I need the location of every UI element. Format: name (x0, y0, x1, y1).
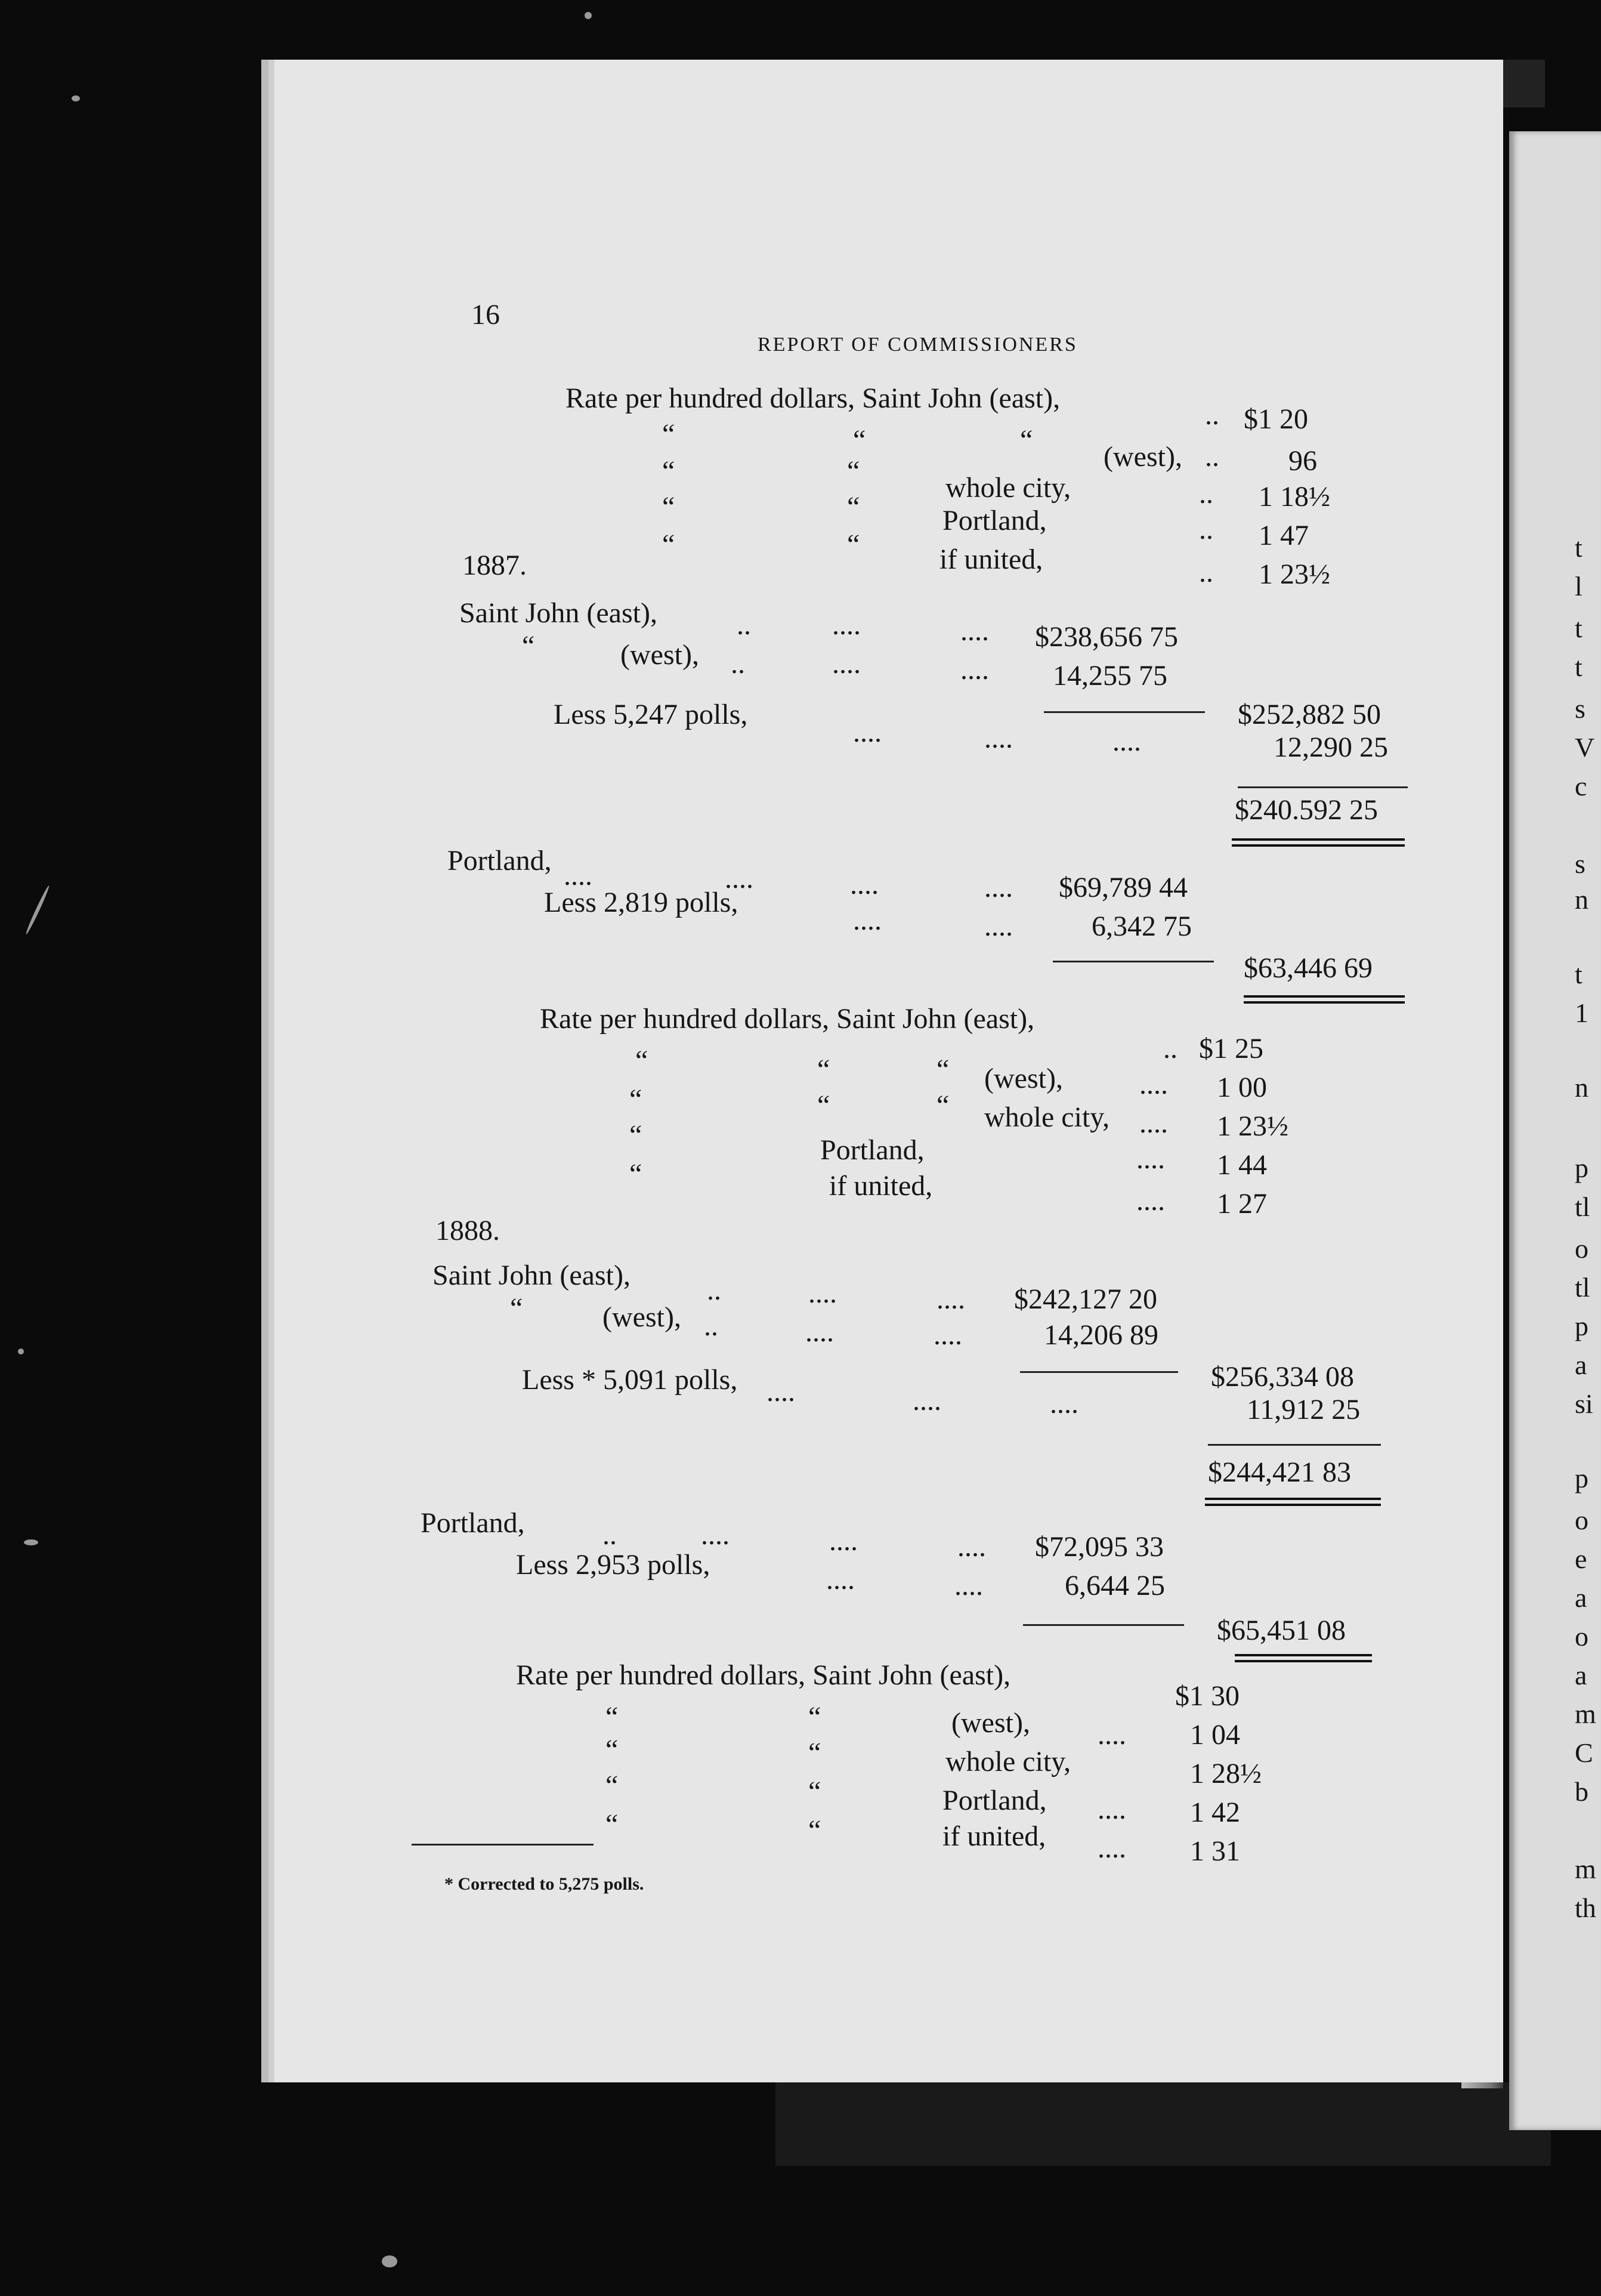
rate-dots: .... (1136, 1185, 1165, 1217)
sum-rule (1044, 711, 1205, 713)
page-edge (262, 119, 272, 1999)
rate-label: (west), (984, 1063, 1063, 1094)
facing-page-fragment: s (1575, 848, 1585, 879)
rate-dots: .... (1139, 1107, 1168, 1139)
leader-dots: .. (704, 1310, 718, 1342)
scan-speck (72, 95, 80, 101)
facing-page-fragment: t (1575, 613, 1583, 643)
rate-label: Rate per hundred dollars, Saint John (east), (516, 1659, 1011, 1691)
rate-value: 1 47 (1259, 520, 1309, 551)
ditto-mark: “ (629, 1119, 642, 1151)
rate-value: 1 44 (1217, 1149, 1267, 1181)
item-label: Portland, (421, 1507, 525, 1539)
ditto-mark: “ (522, 630, 535, 662)
ditto-mark: “ (605, 1770, 619, 1801)
sum-rule (1238, 786, 1408, 788)
rate-dots: .. (1205, 399, 1219, 431)
leader-dots: .... (829, 1525, 858, 1557)
ditto-mark: “ (629, 1158, 642, 1190)
ditto-mark: “ (808, 1737, 821, 1769)
ditto-mark: “ (662, 418, 675, 450)
amount: $72,095 33 (1035, 1531, 1164, 1563)
total-double-rule (1235, 1654, 1372, 1662)
facing-page-fragment: c (1575, 771, 1587, 801)
leader-dots: .... (984, 872, 1013, 903)
ditto-mark: “ (808, 1701, 821, 1733)
ditto-mark: “ (662, 529, 675, 560)
item-label: Less 2,819 polls, (544, 887, 738, 918)
rate-value: $1 25 (1199, 1033, 1263, 1064)
scan-speck (382, 2255, 397, 2267)
year-heading: 1888. (435, 1215, 500, 1246)
ditto-mark: “ (937, 1090, 950, 1121)
item-label: (west), (620, 639, 699, 671)
item-label: (west), (602, 1301, 681, 1333)
facing-page-fragment: t (1575, 959, 1583, 989)
facing-page-fragment: p (1575, 1153, 1588, 1183)
facing-page-fragment: si (1575, 1388, 1593, 1419)
item-label: Saint John (east), (432, 1260, 630, 1291)
facing-page-fragment: o (1575, 1233, 1588, 1264)
rate-label: Rate per hundred dollars, Saint John (east), (540, 1003, 1035, 1035)
scan-speck (24, 885, 50, 935)
scan-background-band (775, 2082, 1551, 2166)
rate-label: (west), (951, 1707, 1030, 1739)
rate-label: whole city, (945, 1746, 1071, 1777)
facing-page-fragment: n (1575, 1072, 1588, 1103)
leader-dots: .... (853, 905, 882, 936)
rate-dots: .. (1199, 557, 1213, 588)
leader-dots: .... (832, 648, 861, 680)
total-double-rule (1205, 1498, 1381, 1506)
rate-value: 1 00 (1217, 1072, 1267, 1103)
sum-rule (1208, 1444, 1381, 1446)
rate-dots: .... (1136, 1143, 1165, 1175)
leader-dots: .... (1112, 726, 1141, 757)
leader-dots: .. (602, 1519, 617, 1551)
total-amount: $240.592 25 (1235, 794, 1378, 826)
ditto-mark: “ (817, 1054, 830, 1085)
item-label: Less * 5,091 polls, (522, 1364, 738, 1396)
item-label: Portland, (447, 845, 552, 877)
facing-page-fragment: m (1575, 1854, 1596, 1884)
rate-label: whole city, (984, 1101, 1110, 1133)
rate-label: whole city, (945, 472, 1071, 504)
amount: 6,644 25 (1065, 1570, 1165, 1601)
rate-dots: .... (1098, 1794, 1126, 1825)
rate-dots: .. (1205, 441, 1219, 473)
total-amount: $244,421 83 (1208, 1456, 1351, 1488)
leader-dots: .... (957, 1531, 986, 1563)
ditto-mark: “ (662, 455, 675, 487)
ditto-mark: “ (605, 1734, 619, 1766)
facing-page-fragment: e (1575, 1544, 1587, 1574)
leader-dots: .... (808, 1277, 837, 1309)
leader-dots: .... (850, 869, 879, 900)
rate-label: (west), (1104, 441, 1182, 473)
ditto-mark: “ (662, 491, 675, 523)
amount: $252,882 50 (1238, 699, 1381, 730)
rate-label: Rate per hundred dollars, Saint John (east), (565, 382, 1061, 414)
rate-value: 1 27 (1217, 1188, 1267, 1220)
facing-page-fragment: s (1575, 693, 1585, 724)
facing-page-fragment: V (1575, 732, 1595, 763)
ditto-mark: “ (817, 1090, 830, 1121)
leader-dots: .. (731, 648, 745, 680)
ditto-mark: “ (808, 1776, 821, 1807)
rate-value: $1 20 (1244, 403, 1308, 435)
rate-value: $1 30 (1175, 1680, 1240, 1712)
scan-speck (585, 12, 592, 19)
leader-dots: .... (984, 911, 1013, 942)
leader-dots: .... (937, 1283, 965, 1315)
rate-label: Portland, (942, 505, 1047, 536)
facing-page-fragment: o (1575, 1621, 1588, 1652)
amount: $238,656 75 (1035, 621, 1178, 653)
ditto-mark: “ (605, 1701, 619, 1733)
rate-value: 1 23½ (1217, 1110, 1288, 1142)
amount: 14,255 75 (1053, 660, 1167, 692)
leader-dots: .. (707, 1274, 721, 1306)
facing-page-fragment: o (1575, 1505, 1588, 1535)
ditto-mark: “ (510, 1292, 523, 1324)
ditto-mark: “ (853, 424, 866, 456)
amount: $256,334 08 (1211, 1361, 1354, 1393)
facing-page-fragment: n (1575, 884, 1588, 915)
rate-value: 1 23½ (1259, 558, 1330, 590)
ditto-mark: “ (1020, 424, 1033, 456)
total-double-rule (1232, 838, 1405, 847)
sum-rule (1023, 1624, 1184, 1626)
facing-page-fragment: m (1575, 1699, 1596, 1729)
rate-dots: .... (1139, 1069, 1168, 1100)
rate-label: if united, (942, 1820, 1046, 1852)
item-label: Saint John (east), (459, 597, 657, 629)
facing-page-fragment: p (1575, 1463, 1588, 1493)
rate-label: Portland, (942, 1785, 1047, 1816)
total-double-rule (1244, 995, 1405, 1004)
rate-dots: .. (1163, 1033, 1177, 1064)
facing-page-fragment: a (1575, 1350, 1587, 1380)
rate-dots: .... (1098, 1719, 1126, 1751)
amount: 12,290 25 (1274, 732, 1388, 763)
leader-dots: .... (805, 1316, 834, 1348)
year-heading: 1887. (462, 550, 527, 581)
facing-page-fragment: a (1575, 1582, 1587, 1613)
total-amount: $65,451 08 (1217, 1615, 1346, 1646)
leader-dots: .... (984, 723, 1013, 754)
amount: 14,206 89 (1044, 1319, 1158, 1351)
total-amount: $63,446 69 (1244, 952, 1373, 984)
ditto-mark: “ (847, 491, 860, 523)
facing-page-fragment: tl (1575, 1192, 1590, 1222)
facing-page-fragment: t (1575, 652, 1583, 682)
amount: 6,342 75 (1092, 911, 1192, 942)
facing-page-fragment: b (1575, 1776, 1588, 1807)
facing-page (1509, 131, 1601, 2130)
footnote-rule (412, 1844, 594, 1846)
amount: 11,912 25 (1247, 1394, 1361, 1425)
leader-dots: .... (960, 615, 989, 647)
facing-page-fragment: tl (1575, 1272, 1590, 1303)
sum-rule (1053, 961, 1214, 962)
rate-dots: .. (1199, 478, 1213, 510)
scan-speck (24, 1539, 38, 1545)
item-label: Less 5,247 polls, (554, 699, 748, 730)
footnote: * Corrected to 5,275 polls. (444, 1874, 644, 1894)
leader-dots: .... (954, 1570, 983, 1601)
facing-page-fragment: l (1575, 571, 1583, 601)
rate-value: 1 28½ (1190, 1758, 1262, 1789)
leader-dots: .... (826, 1564, 855, 1596)
scan-speck (18, 1348, 24, 1354)
page-number: 16 (471, 299, 500, 331)
rate-value: 96 (1288, 445, 1317, 477)
leader-dots: .... (960, 654, 989, 686)
leader-dots: .... (766, 1376, 795, 1408)
running-title: REPORT OF COMMISSIONERS (758, 334, 1078, 356)
rate-value: 1 31 (1190, 1835, 1240, 1867)
rate-label: if united, (829, 1170, 933, 1202)
rate-label: if united, (939, 544, 1043, 575)
leader-dots: .... (1050, 1388, 1078, 1419)
leader-dots: .... (853, 717, 882, 748)
leader-dots: .... (832, 609, 861, 641)
facing-page-fragment: 1 (1575, 998, 1588, 1028)
facing-page-fragment: th (1575, 1893, 1596, 1923)
leader-dots: .... (934, 1319, 962, 1351)
ditto-mark: “ (629, 1084, 642, 1115)
ditto-mark: “ (937, 1054, 950, 1085)
facing-page-fragment: t (1575, 532, 1583, 563)
ditto-mark: “ (808, 1814, 821, 1846)
rate-value: 1 18½ (1259, 481, 1330, 513)
ditto-mark: “ (847, 529, 860, 560)
amount: $69,789 44 (1059, 872, 1188, 903)
rate-label: Portland, (820, 1134, 925, 1166)
rate-value: 1 42 (1190, 1797, 1240, 1828)
leader-dots: .. (737, 609, 751, 641)
facing-page-fragment: a (1575, 1660, 1587, 1690)
facing-page-fragment: C (1575, 1738, 1593, 1768)
rate-dots: .... (1098, 1832, 1126, 1864)
leader-dots: .... (913, 1385, 941, 1417)
item-label: Less 2,953 polls, (516, 1549, 710, 1581)
sum-rule (1020, 1371, 1178, 1373)
rate-dots: .. (1199, 514, 1213, 545)
ditto-mark: “ (605, 1809, 619, 1840)
ditto-mark: “ (847, 455, 860, 487)
leader-dots: .... (564, 860, 592, 891)
document-page (274, 60, 1503, 2082)
leader-dots: .... (725, 863, 753, 894)
facing-page-fragment: p (1575, 1311, 1588, 1341)
rate-value: 1 04 (1190, 1719, 1240, 1751)
amount: $242,127 20 (1014, 1283, 1157, 1315)
ditto-mark: “ (635, 1045, 648, 1076)
leader-dots: .... (701, 1519, 730, 1551)
